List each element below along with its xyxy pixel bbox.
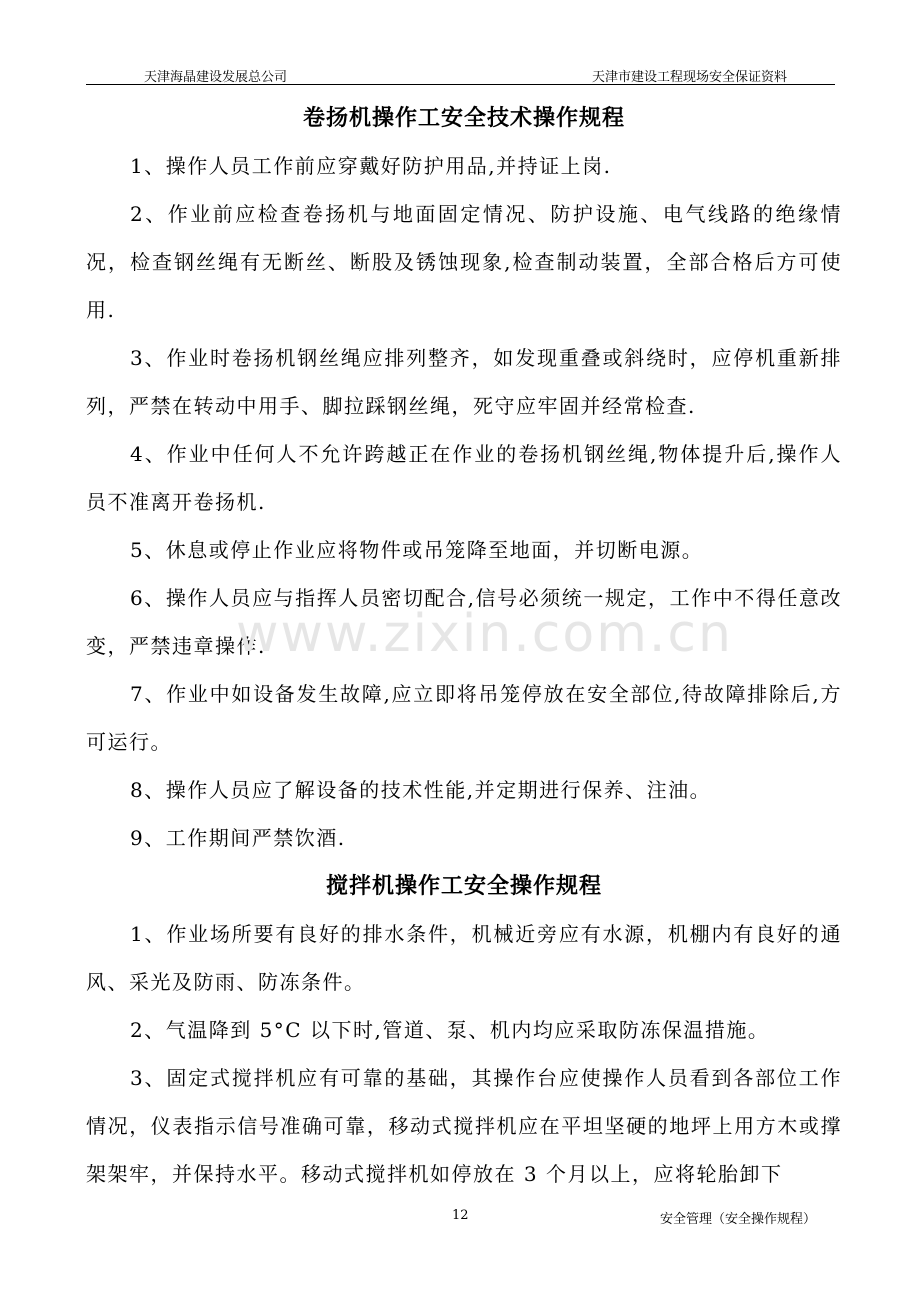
section1-item-9: 9、工作期间严禁饮酒.: [130, 826, 346, 850]
section2-item-2: 2、气温降到 5°C 以下时,管道、泵、机内均应采取防冻保温措施。: [130, 1018, 770, 1042]
watermark: www.zixin.com.cn: [236, 604, 733, 664]
section2-title: 搅拌机操作工安全操作规程: [325, 873, 602, 899]
footer-section-label: 安全管理（安全操作规程）: [660, 1212, 817, 1227]
header-company: 天津海晶建设发展总公司: [144, 70, 288, 85]
section1-item-6: 6、操作人员应与指挥人员密切配合,信号必须统一规定，工作中不得任意改变，严禁违章操作.: [86, 586, 842, 658]
page-header: [86, 62, 835, 85]
section1-item-3: 3、作业时卷扬机钢丝绳应排列整齐，如发现重叠或斜绕时，应停机重新排列，严禁在转动中用手、脚拉踩钢丝绳，死守应牢固并经常检查.: [86, 346, 842, 418]
section1-item-2: 2、作业前应检查卷扬机与地面固定情况、防护设施、电气线路的绝缘情况，检查钢丝绳有无断丝、断股及锈蚀现象,检查制动装置，全部合格后方可使用.: [86, 202, 842, 322]
section1-item-8: 8、操作人员应了解设备的技术性能,并定期进行保养、注油。: [130, 778, 712, 802]
section1-item-4: 4、作业中任何人不允许跨越正在作业的卷扬机钢丝绳,物体提升后,操作人员不准离开卷扬机.: [86, 442, 842, 514]
header-doc-title: 天津市建设工程现场安全保证资料: [591, 70, 787, 85]
section1-item-5: 5、休息或停止作业应将物件或吊笼降至地面，并切断电源。: [130, 538, 704, 562]
page-number: 12: [452, 1208, 469, 1223]
section1-title: 卷扬机操作工安全技术操作规程: [302, 105, 625, 131]
section2-item-1: 1、作业场所要有良好的排水条件，机械近旁应有水源，机棚内有良好的通风、采光及防雨、防冻条件。: [86, 922, 842, 994]
section1-item-1: 1、操作人员工作前应穿戴好防护用品,并持证上岗.: [130, 154, 612, 178]
section1-item-7: 7、作业中如设备发生故障,应立即将吊笼停放在安全部位,待故障排除后,方可运行。: [86, 682, 842, 754]
section2-item-3: 3、固定式搅拌机应有可靠的基础，其操作台应使操作人员看到各部位工作情况，仪表指示信号准确可靠，移动式搅拌机应在平坦坚硬的地坪上用方木或撑架架牢，并保持水平。移动式搅拌机如停放在 3 个月以上，应将轮胎卸下: [86, 1066, 842, 1186]
